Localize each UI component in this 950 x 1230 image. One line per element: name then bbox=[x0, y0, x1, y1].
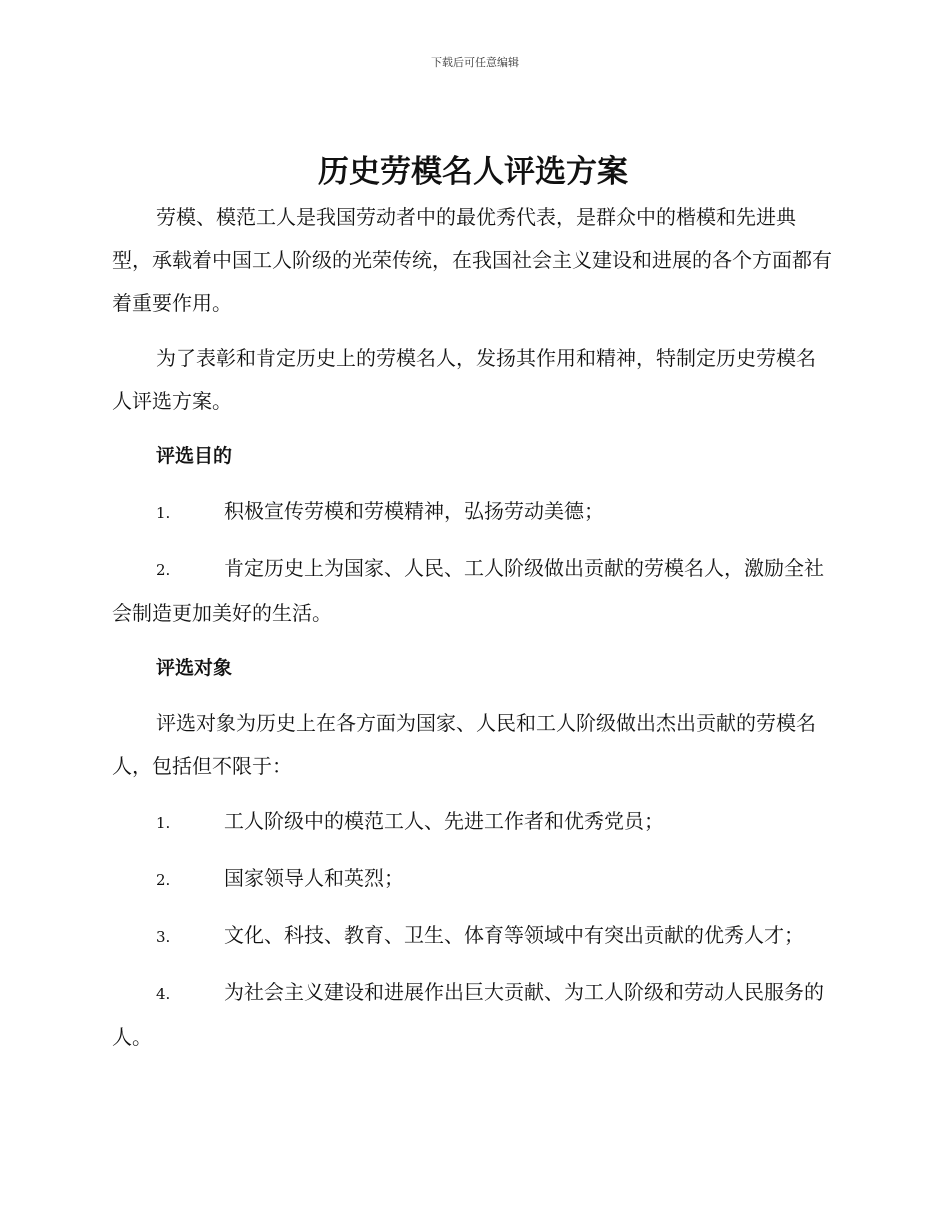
target-list-item bbox=[112, 800, 834, 845]
list-number: 2. bbox=[156, 871, 171, 889]
list-text: 工人阶级中的模范工人、先进工作者和优秀党员； bbox=[224, 809, 664, 833]
intro-paragraph-1: 劳模、模范工人是我国劳动者中的最优秀代表，是群众中的楷模和先进典型，承载着中国工人阶级的光荣传统，在我国社会主义建设和进展的各个方面都有着重要作用。 bbox=[112, 205, 832, 315]
list-text: 肯定历史上为国家、人民、工人阶级做出贡献的劳模名人，激励全社会制造更加美好的生活。 bbox=[112, 556, 824, 625]
header-note: 下载后可任意编辑 bbox=[431, 56, 519, 69]
target-list-item bbox=[112, 971, 834, 1059]
target-list-item bbox=[112, 914, 834, 959]
list-text: 为社会主义建设和进展作出巨大贡献、为工人阶级和劳动人民服务的人。 bbox=[112, 980, 824, 1049]
document-title: 历史劳模名人评选方案 bbox=[318, 154, 628, 190]
section-heading-purpose: 评选目的 bbox=[156, 445, 233, 467]
list-text: 文化、科技、教育、卫生、体育等领域中有突出贡献的优秀人才； bbox=[224, 923, 804, 947]
target-intro-paragraph: 评选对象为历史上在各方面为国家、人民和工人阶级做出杰出贡献的劳模名人，包括但不限于： bbox=[112, 711, 816, 778]
list-number: 3. bbox=[156, 928, 171, 946]
document-body bbox=[112, 150, 834, 1071]
section-heading-target: 评选对象 bbox=[156, 657, 233, 679]
list-text: 积极宣传劳模和劳模精神，弘扬劳动美德； bbox=[224, 499, 604, 523]
purpose-list-item bbox=[112, 547, 834, 635]
purpose-list-item bbox=[112, 490, 834, 535]
list-number: 1. bbox=[156, 504, 171, 522]
list-number: 4. bbox=[156, 985, 171, 1003]
list-number: 1. bbox=[156, 814, 171, 832]
intro-paragraph-2: 为了表彰和肯定历史上的劳模名人，发扬其作用和精神，特制定历史劳模名人评选方案。 bbox=[112, 346, 816, 413]
list-text: 国家领导人和英烈； bbox=[224, 866, 404, 890]
list-number: 2. bbox=[156, 561, 171, 579]
target-list-item bbox=[112, 857, 834, 902]
